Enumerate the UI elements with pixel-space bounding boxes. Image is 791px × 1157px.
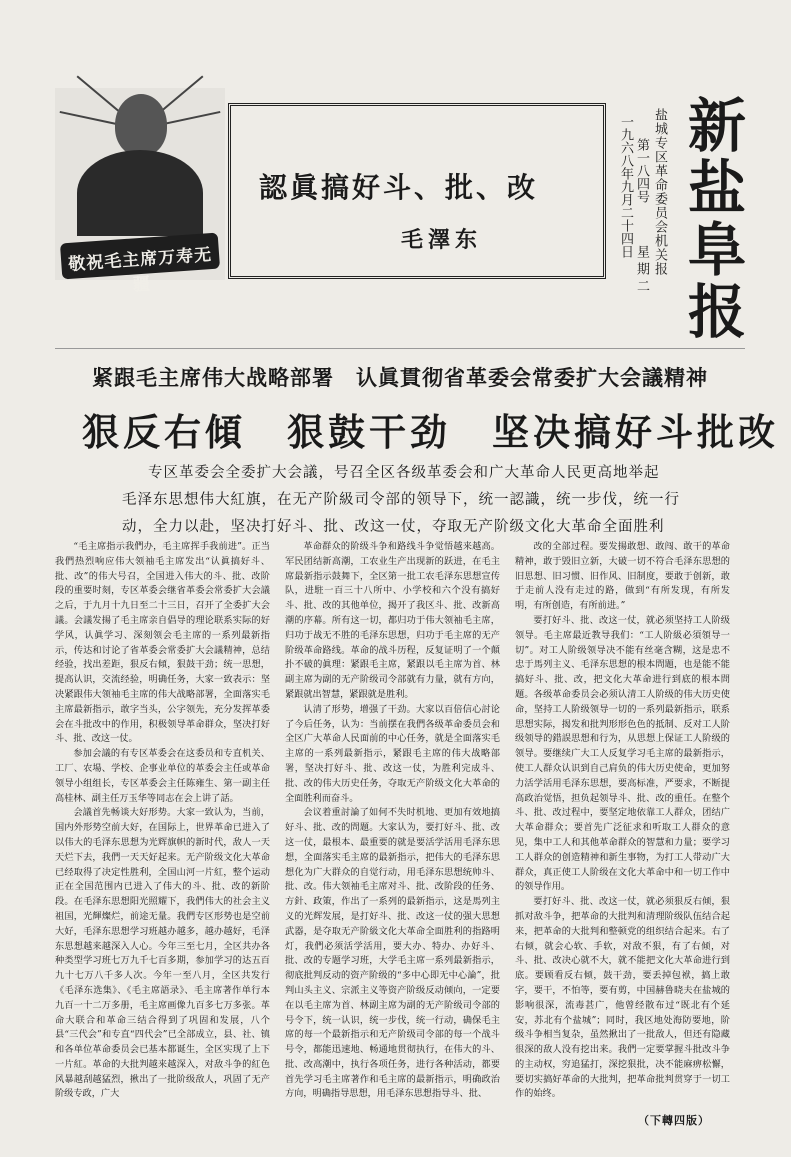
paragraph: 要打好斗、批、改这一仗，就必须坚持工人阶级领导。毛主席最近教导我们：“工人阶級必須領导一切”。对工人阶级领导决不能有丝毫含糊，这是忠不忠于馬列主义、毛泽东思想的根本問題，也是能不能搞好斗、批、改，把文化大革命进行到底的根本問題。各级革命委员会必须认清工人阶级的伟大历史使命，坚持工人阶级领导一切的一系列最新指示，联系思想实际，揭发和批判形形色色的抵制、反对工人阶级领导的錯誤思想和行为，从思想上保证工人阶级的领导。要继续广大工人反复学习毛主席的最新指示，使工人群众认识到自己肩负的伟大历史使命，更加努力活学活用毛泽东思想，要高标准，严要求，不断提高政治觉悟，担负起领导斗、批、改的重任。在整个斗、批、改过程中，要坚定地依靠工人群众，团结广大革命群众；要首先广泛征求和听取工人群众的意见，集中工人和其他革命群众的智慧和力量；要学习工人群众的创造精神和新生事物，为打工人带动广大群众，真正使工人阶级在文化大革命中和一切工作中的领导作用。	[515, 614, 730, 893]
subheadline-line: 毛泽东思想伟大紅旗，在无产阶級司令部的领导下，统一認識，统一步伐，统一行	[122, 492, 680, 508]
weekday: 星期二	[634, 245, 649, 296]
paragraph: 会議首先畅谈大好形势。大家一致认为，当前，国内外形势空前大好，在国际上，世界革命已进入了以伟大的毛泽东思想为光辉旗帜的新时代，敌人一天天烂下去，我們一天天好起来。无产阶级文化大革命已经取得了决定性胜利，全国山河一片紅，整个运动正在全国范围内已进入了伟大的斗、批、改的新阶段。在毛泽东思想阳光照耀下，我們伟大的社会主义祖国，光輝燦烂，前途无量。我們专区形势也是空前大好，毛泽东思想学习班越办越多，越办越好，毛泽东思想越来越深入人心。今年三至七月，全区共办各种类型学习班七万九千七百多期，参加学习的达五百九十七万八千多人次。今年一至八月，全区共发行《毛泽东选集》、《毛主席語录》、毛主席著作单行本九百一十二万多册，毛主席画像九百多七万多张。革命大联合和革命三结合得到了巩固和发展，八个县“三代会”和专直“四代会”已全部成立，县、社、镇和各单位革命委员会已基本都诞生，全区实现了上下一片紅。革命的大批判越来越深入，对敌斗争的紅色风暴越刮越猛烈，揪出了一批阶级敌人，巩固了无产阶级专政，广大	[55, 807, 270, 1100]
continued-note: （下轉四版）	[638, 1114, 710, 1127]
masthead-divider	[55, 348, 745, 349]
quote-box	[228, 103, 606, 279]
article-column-2	[285, 540, 500, 1136]
paper-name: 新盐阜报	[678, 95, 746, 343]
quote-text: 認眞搞好斗、批、改	[259, 171, 539, 204]
paragraph: 参加会議的有专区革委会在这委员和专直机关、工厂、农場、学校、企事业单位的革委会主任或革命领导小组组长，专区革委会主任陈雍生、第一副主任高桂林、副主任万玉华等同志在会上讲了話。	[55, 748, 270, 804]
subheadline-line: 专区革委会全委扩大会議，号召全区各级革委会和广大革命人民更高地举起	[148, 465, 660, 481]
kicker-headline: 紧跟毛主席伟大战略部署 认眞貫彻省革委会常委扩大会議精神	[92, 366, 708, 390]
paragraph: 会议着重討論了如何不失时机地、更加有效地搞好斗、批、改的問題。大家认为，要打好斗、批、改这一仗，最根本、最重要的就是要活学活用毛泽东思想，全面落实毛主席的最新指示，把伟大的毛泽东思想化为广大群众的自觉行动，用毛泽东思想统帅斗、批、改。伟大领袖毛主席对斗、批、改阶段的任务、方針、政策，作出了一系列的最新指示，这是馬列主义的光辉发展，是打好斗、批、改这一仗的强大思想武器，是夺取无产阶級文化大革命全面胜利的指路明灯，我們必须活学活用，要大办、特办、办好斗、批、改的专题学习班，大学毛主席一系列最新指示，彻底批判反动的资产阶级的“多中心即无中心論”，批判山头主义、宗派主义等资产阶级反动倾向，一定要在以毛主席为首、林副主席为副的无产阶级司令部的号令下，统一认识，统一步伐，统一行动，确保毛主席的每一个最新指示和无产阶级司令部的每一个战斗号令，都能迅速地、畅通地贯彻执行，在伟大的斗、批、改高潮中，执行各项任务，进行各种活动，都要首先学习毛主席著作和毛主席的最新指示，明确政治方向，明确指导思想，用毛泽东思想指导斗、批、	[285, 807, 500, 1100]
issue-number: 第一八四号	[634, 138, 649, 203]
article-column-3	[515, 540, 730, 1110]
main-headline: 狠反右傾 狠鼓干劲 坚决搞好斗批改	[82, 411, 779, 454]
subheadline-line: 动，全力以赴，坚决打好斗、批、改这一仗，夺取无产阶级文化大革命全面胜利	[122, 519, 665, 535]
chairman-portrait	[55, 88, 225, 296]
paragraph: 要打好斗、批、改这一仗，就必须狠反右倾，狠抓对敌斗争，把革命的大批判和清理阶级队伍结合起来，把革命的大批判和整顿党的组织结合起来。右了右倾，就会心软、手软，对敌不狠，有了右倾，对斗、批、改决心就不大，就不能把文化大革命进行到底。要顾看反右倾，鼓干劲，要丢掉包袱，搞上敢字，要干，不怕等，要有剪，中国赫鲁晓夫在盐城的影响很深，流毒甚广，他曾经散布过“既北有个延安，苏北有个盐城”；同时，我区地处海防要地，阶级斗争相当复杂，虽然揪出了一批敌人，但还有隐藏很深的敌人没有挖出来。我們一定要掌握斗批改斗争的主动权，穷追猛打，深挖狠批，决不能麻痹松懈，要切实搞好革命的大批判，把革命批判贯穿于一切工作的始终。	[515, 896, 730, 1100]
paragraph: 认清了形势，增强了干劲。大家以百倍信心討论了今后任务，认为：当前摆在我們各级革命委员会和全区广大革命人民面前的中心任务，就是全面落实毛主席的一系列最新指示，紧跟毛主席的伟大战略部署，坚决打好斗、批、改这一仗，为胜利完成斗、批、改的伟大历史任务，夺取无产阶级文化大革命的全面胜利而奋斗。	[285, 703, 500, 804]
portrait-banner: 敬祝毛主席万寿无疆	[60, 233, 220, 280]
organ-label: 盐城专区革命委员会机关报	[652, 108, 667, 276]
issue-date: 一九六八年九月二十四日	[618, 115, 633, 258]
article-column-1	[55, 540, 270, 1136]
quote-author: 毛澤东	[401, 228, 483, 253]
paragraph: 革命群众的阶级斗争和路线斗争觉悟越来越高。军民团结新高潮，工农业生产出现新的跃进，在毛主席最新指示鼓舞下，全区第一批工农毛泽东思想宣传队，进駐一百三十八所中、小学校和六个没有搞好斗、批、改的其他单位，揭开了我区斗、批、改新高潮的序幕。所有这一切，都归功于伟大领袖毛主席，归功于战无不胜的毛泽东思想，归功于毛主席的无产阶级革命路线。革命的战斗历程，反复证明了一个顛扑不破的眞理：紧跟毛主席，紧跟以毛主席为首、林副主席为副的无产阶级司令部就有力量，就有方向，紧跟就出智慧，紧跟就是胜利。	[285, 541, 500, 700]
paragraph: “毛主席指示我們办，毛主席挥手我前进”。正当我們热烈响应伟大领袖毛主席发出“认眞搞好斗、批、改”的伟大号召，全国进入伟大的斗、批、改阶段的重要时刻，专区革委会继省革委会常委扩大会議之后，于九月十九日至二十三日，召开了全委扩大会議。会議发揚了毛主席亲自倡导的理论联系实际的好学风，认眞学习、深刻领会毛主席的一系列最新指示，传达和讨论了省革委会常委扩大会議精神，总结经验，找出差距，狠反右傾，狠鼓干劲；统一思想，提高认识，交流经验，明确任务，大家一致表示：坚决紧跟伟大领袖毛主席的伟大战略部署，全面落实毛主席最新指示，敢字当头，公字领先，充分发挥革委会在斗批改中的作用，积极领导革命群众，坚决打好斗、批、改这一仗。	[55, 541, 270, 745]
paragraph: 改的全部过程。要发揚敢想、敢闯、敢干的革命精神，敢于毁旧立新，大破一切不符合毛泽东思想的旧思想、旧习惯、旧作风、旧制度，要敢于创新，敢于走前人没有走过的路，做到“有所发现，有所发明，有所创造，有所前进。”	[515, 541, 730, 612]
